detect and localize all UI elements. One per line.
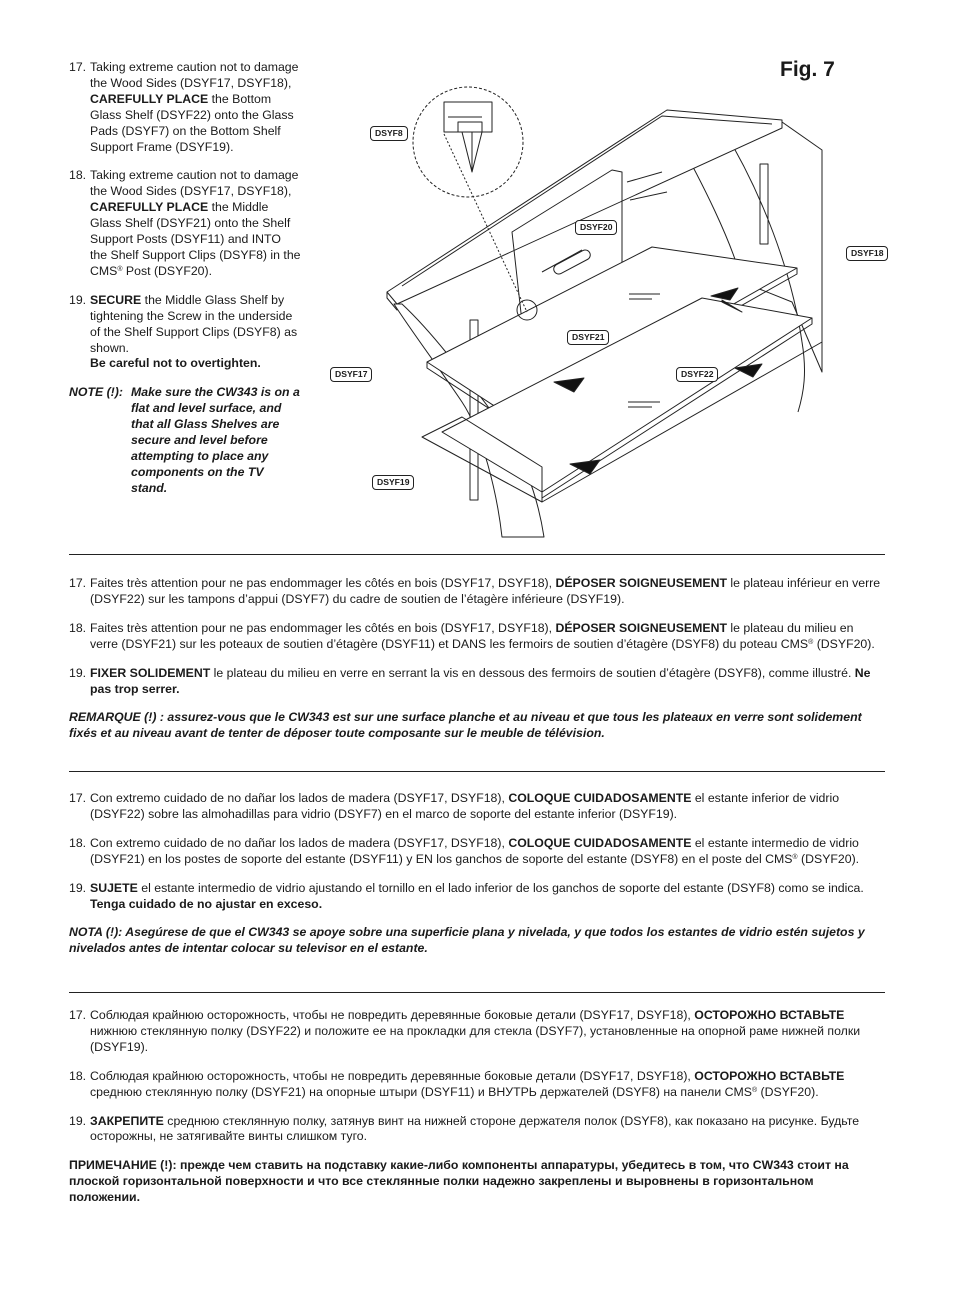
step-text: нижнюю стеклянную полку (DSYF22) и положите ее на прокладки для стекла (DSYF7), установленные на опорной раме нижней полки (DSYF19). — [90, 1023, 861, 1054]
step-text: Con extremo cuidado de no dañar los lados de madera (DSYF17, DSYF18), — [90, 791, 509, 805]
step-text: (DSYF20). — [757, 1084, 819, 1099]
registered-mark: ® — [808, 638, 814, 646]
step-text: le plateau inférieur en verre (DSYF22) sur les tampons d’appui (DSYF7) du cadre de soutien de l’étagère inférieure (DSYF19). — [90, 576, 881, 606]
step-text: el estante intermedio de vidrio (DSYF21) en los postes de soporte del estante (DSYF11) y EN los ganchos de soporte del estante (DSYF8) en el poste del CMS — [90, 835, 859, 866]
step-17-es — [69, 791, 882, 823]
step-18-en — [69, 168, 301, 279]
note-fr: REMARQUE (!) : assurez-vous que le CW343 est sur une surface planche et au niveau et que tous les plateaux en verre sont solidement fixés et au niveau avant de tenter de déposer toute composante sur le meuble de télévision. — [69, 710, 862, 741]
step-warning: Ne pas trop serrer. — [90, 665, 871, 696]
step-emphasis: DÉPOSER SOIGNEUSEMENT — [555, 576, 727, 590]
step-emphasis: CAREFULLY PLACE — [90, 91, 209, 106]
step-emphasis: COLOQUE CUIDADOSAMENTE — [508, 791, 692, 805]
step-emphasis: CAREFULLY PLACE — [90, 200, 209, 215]
step-18-ru — [69, 1069, 882, 1101]
note-es: NOTA (!): Asegúrese de que el CW343 se apoye sobre una superficie plana y nivelada, y que todos los estantes de vidrio estén sujetos y nivelados antes de intentar colocar su televisor en el estante. — [69, 925, 865, 956]
figure-title: Fig. 7 — [780, 58, 835, 81]
step-19-en — [69, 293, 301, 373]
section-divider — [69, 554, 885, 555]
step-warning: Be careful not to overtighten. — [90, 356, 261, 371]
step-text: Con extremo cuidado de no dañar los lados de madera (DSYF17, DSYF18), — [90, 835, 509, 850]
step-text: среднюю стеклянную полку, затянув винт на нижней стороне держателя полок (DSYF8), как показано на рисунке. Будьте осторожны, не затягивайте винты слишком туго. — [90, 1113, 860, 1144]
step-emphasis: DÉPOSER SOIGNEUSEMENT — [555, 620, 727, 635]
step-18-fr — [69, 621, 882, 653]
french-instructions — [69, 576, 882, 742]
step-number: 19. — [69, 665, 87, 680]
step-emphasis: SECURE — [90, 292, 142, 307]
english-instructions — [69, 60, 301, 497]
label-dsyf18: DSYF18 — [846, 246, 888, 261]
step-warning: Tenga cuidado de no ajustar en exceso. — [90, 896, 323, 911]
step-number: 19. — [69, 1113, 87, 1128]
step-18-es — [69, 836, 882, 868]
label-dsyf17: DSYF17 — [330, 367, 372, 382]
assembly-figure — [322, 72, 892, 550]
label-dsyf21: DSYF21 — [567, 330, 609, 345]
step-text: le plateau du milieu en verre en serrant la vis en dessous des fermoirs de soutien d’étagère (DSYF8), comme illustré. — [210, 665, 855, 680]
step-emphasis: ОСТОРОЖНО ВСТАВЬТЕ — [694, 1008, 845, 1022]
note-body: Make sure the CW343 is on a flat and level surface, and that all Glass Shelves are secure and level before attempting to place any components on the TV stand. — [131, 385, 300, 495]
step-number: 18. — [69, 168, 87, 183]
step-19-fr — [69, 666, 882, 698]
registered-mark: ® — [792, 853, 798, 861]
step-19-ru — [69, 1114, 882, 1146]
note-ru: ПРИМЕЧАНИЕ (!): прежде чем ставить на подставку какие-либо компоненты аппаратуры, убедитесь в том, что CW343 стоит на плоской горизонтальной поверхности и что все стеклянные полки надежно закреплены и выровнены в горизонтальном положении. — [69, 1158, 849, 1205]
label-dsyf8: DSYF8 — [370, 126, 408, 141]
step-emphasis: ОСТОРОЖНО ВСТАВЬТЕ — [694, 1068, 845, 1083]
label-dsyf19: DSYF19 — [372, 475, 414, 490]
note-en — [69, 385, 301, 496]
step-text: Соблюдая крайнюю осторожность, чтобы не повредить деревянные боковые детали (DSYF17, DSYF18), — [90, 1008, 695, 1022]
registered-mark: ® — [117, 265, 123, 273]
step-number: 18. — [69, 1068, 87, 1083]
step-number: 17. — [69, 60, 87, 74]
step-text: Соблюдая крайнюю осторожность, чтобы не повредить деревянные боковые детали (DSYF17, DSYF18), — [90, 1068, 695, 1083]
step-text: Taking extreme caution not to damage the Wood Sides (DSYF17, DSYF18), — [90, 168, 299, 199]
step-number: 18. — [69, 835, 87, 850]
step-emphasis: SUJETE — [90, 880, 138, 895]
label-dsyf22: DSYF22 — [676, 367, 718, 382]
section-divider — [69, 771, 885, 772]
step-number: 17. — [69, 791, 87, 805]
step-text: the Middle Glass Shelf by tightening the Screw in the underside of the Shelf Support Clips (DSYF8) as shown. — [90, 292, 298, 355]
note-lead: NOTE (!): — [69, 385, 123, 400]
step-number: 18. — [69, 620, 87, 635]
section-divider — [69, 992, 885, 993]
step-emphasis: ЗАКРЕПИТЕ — [90, 1113, 164, 1128]
label-dsyf20: DSYF20 — [575, 220, 617, 235]
step-text: Taking extreme caution not to damage the Wood Sides (DSYF17, DSYF18), — [90, 60, 299, 90]
step-text: the Bottom Glass Shelf (DSYF22) onto the Glass Pads (DSYF7) on the Bottom Shelf Support Frame (DSYF19). — [90, 91, 294, 154]
step-text: Post (DSYF20). — [122, 263, 213, 278]
spanish-instructions — [69, 791, 882, 957]
step-text: the Middle Glass Shelf (DSYF21) onto the Shelf Support Posts (DSYF11) and INTO the Shelf Support Clips (DSYF8) in the CMS — [90, 200, 301, 278]
russian-instructions — [69, 1008, 882, 1206]
step-text: el estante intermedio de vidrio ajustando el tornillo en el lado inferior de los ganchos de soporte del estante (DSYF8) como se indica. — [137, 880, 864, 895]
step-17-ru — [69, 1008, 882, 1056]
step-text: el estante inferior de vidrio (DSYF22) sobre las almohadillas para vidrio (DSYF7) en el marco de soporte del estante inferior (DSYF19). — [90, 791, 840, 821]
step-emphasis: COLOQUE CUIDADOSAMENTE — [508, 835, 692, 850]
step-19-es — [69, 881, 882, 913]
step-text: среднюю стеклянную полку (DSYF21) на опорные штыри (DSYF11) и ВНУТРЬ держателей (DSYF8) на панели CMS — [90, 1084, 752, 1099]
step-17-fr — [69, 576, 882, 608]
step-emphasis: FIXER SOLIDEMENT — [90, 665, 211, 680]
step-text: Faites très attention pour ne pas endommager les côtés en bois (DSYF17, DSYF18), — [90, 620, 556, 635]
step-17-en — [69, 60, 301, 155]
step-text: (DSYF20). — [797, 851, 860, 866]
step-number: 19. — [69, 880, 87, 895]
step-text: le plateau du milieu en verre (DSYF21) sur les poteaux de soutien d’étagère (DSYF11) et DANS les fermoirs de soutien d’étagère (DSYF8) du poteau CMS — [90, 620, 854, 651]
step-number: 17. — [69, 576, 87, 590]
step-text: Faites très attention pour ne pas endommager les côtés en bois (DSYF17, DSYF18), — [90, 576, 556, 590]
step-text: (DSYF20). — [813, 636, 875, 651]
registered-mark: ® — [751, 1086, 758, 1094]
step-number: 17. — [69, 1008, 87, 1022]
step-number: 19. — [69, 292, 87, 307]
